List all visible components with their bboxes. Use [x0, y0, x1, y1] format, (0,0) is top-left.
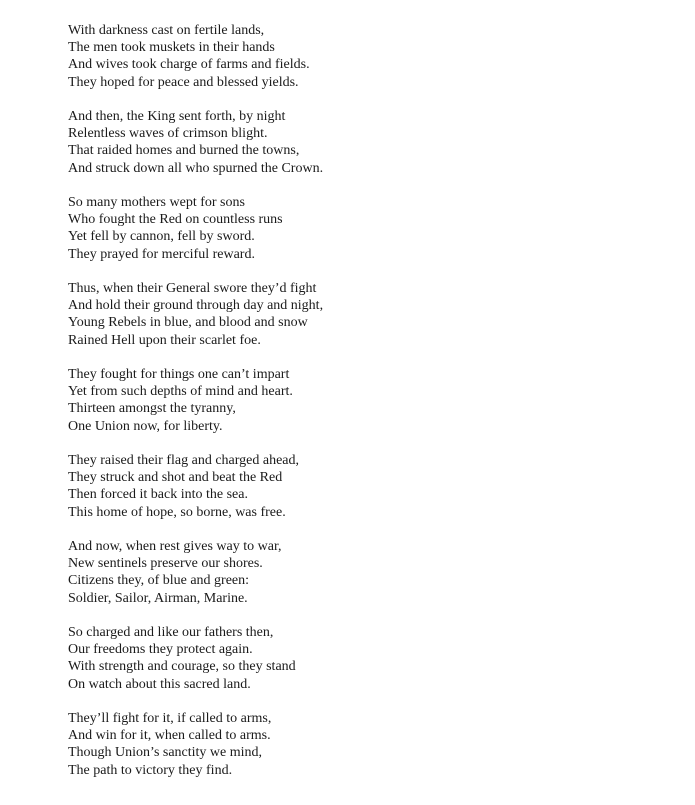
- poem-line: With darkness cast on fertile lands,: [68, 23, 265, 38]
- poem-line: On watch about this sacred land.: [68, 676, 251, 692]
- poem-line: They prayed for merciful reward.: [68, 246, 255, 262]
- poem-line: And wives took charge of farms and fields.: [68, 57, 310, 73]
- poem-line: They fought for things one can’t impart: [68, 367, 290, 382]
- stanza-6: [68, 452, 668, 521]
- poem-line: Who fought the Red on countless runs: [68, 212, 283, 228]
- poem-line: Then forced it back into the sea.: [68, 487, 248, 503]
- poem-line: The men took muskets in their hands: [68, 40, 275, 56]
- stanza-9: [68, 710, 668, 779]
- stanza-8: [68, 624, 668, 693]
- poem-line: Rained Hell upon their scarlet foe.: [68, 332, 261, 348]
- poem-line: And hold their ground through day and night,: [68, 298, 324, 314]
- poem-line: And now, when rest gives way to war,: [68, 539, 282, 554]
- stanza-4: [68, 280, 668, 349]
- poem-line: They struck and shot and beat the Red: [68, 470, 283, 486]
- poem-line: This home of hope, so borne, was free.: [68, 504, 286, 520]
- poem-line: Citizens they, of blue and green:: [68, 573, 250, 589]
- poem-line: They hoped for peace and blessed yields.: [68, 74, 299, 90]
- poem-line: They raised their flag and charged ahead,: [68, 453, 300, 468]
- poem-line: One Union now, for liberty.: [68, 418, 223, 434]
- poem-line: And then, the King sent forth, by night: [68, 109, 286, 124]
- poem-line: So charged and like our fathers then,: [68, 625, 274, 640]
- poem-line: Thus, when their General swore they’d fight: [68, 281, 317, 296]
- stanza-1: [68, 22, 668, 91]
- poem-line: The path to victory they find.: [68, 762, 233, 778]
- stanza-3: [68, 194, 668, 263]
- stanza-2: [68, 108, 668, 177]
- poem-line: New sentinels preserve our shores.: [68, 556, 263, 572]
- poem-body: [68, 22, 668, 779]
- poem-line: Soldier, Sailor, Airman, Marine.: [68, 590, 248, 606]
- poem-line: Young Rebels in blue, and blood and snow: [68, 315, 308, 331]
- poem-line: Our freedoms they protect again.: [68, 642, 253, 658]
- poem-line: And win for it, when called to arms.: [68, 728, 271, 744]
- poem-line: Relentless waves of crimson blight.: [68, 126, 268, 142]
- stanza-7: [68, 538, 668, 607]
- poem-line: Thirteen amongst the tyranny,: [68, 401, 236, 417]
- poem-line: Yet fell by cannon, fell by sword.: [68, 229, 255, 245]
- poem-line: They’ll fight for it, if called to arms,: [68, 711, 272, 726]
- poem-line: And struck down all who spurned the Crown.: [68, 160, 324, 176]
- poem-line: Yet from such depths of mind and heart.: [68, 384, 293, 400]
- stanza-5: [68, 366, 668, 435]
- poem-line: That raided homes and burned the towns,: [68, 143, 300, 159]
- poem-line: Though Union’s sanctity we mind,: [68, 745, 263, 761]
- poem-line: So many mothers wept for sons: [68, 195, 245, 210]
- poem-line: With strength and courage, so they stand: [68, 659, 296, 675]
